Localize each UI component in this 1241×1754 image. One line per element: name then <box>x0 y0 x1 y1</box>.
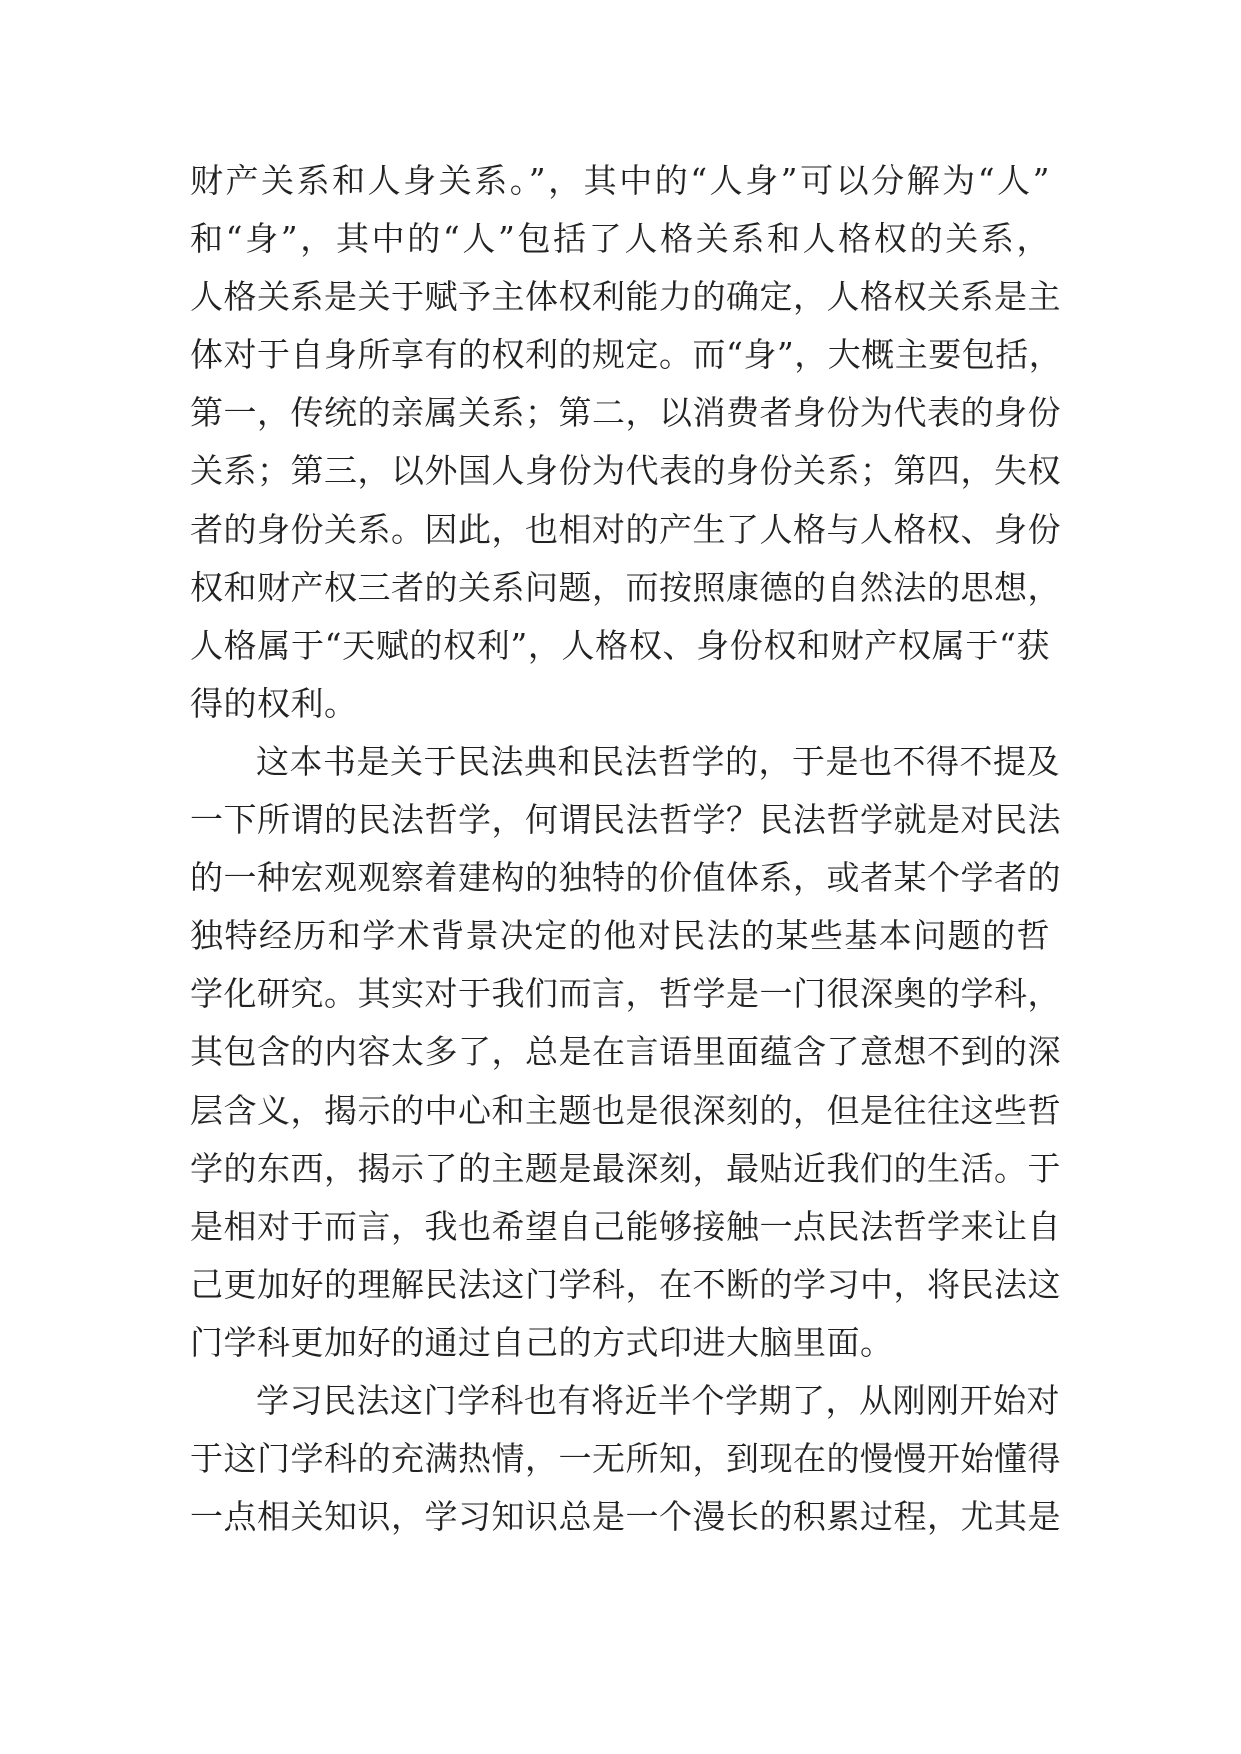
paragraph-first-line: 学习民法这门学科也有将近半个学期了，从刚刚开始对 <box>256 1380 1060 1420</box>
text-line: 层含义，揭示的中心和主题也是很深刻的，但是往往这些哲 <box>190 1090 1061 1130</box>
text-line: 者的身份关系。因此，也相对的产生了人格与人格权、身份 <box>190 509 1061 549</box>
text-line: 得的权利。 <box>190 683 358 723</box>
text-line: 第一，传统的亲属关系；第二，以消费者身份为代表的身份 <box>190 393 1061 433</box>
text-line: 独特经历和学术背景决定的他对民法的某些基本问题的哲 <box>190 916 1050 956</box>
text-line: 财产关系和人身关系。”，其中的“人身”可以分解为“人” <box>190 161 1050 200</box>
text-line: 己更加好的理解民法这门学科，在不断的学习中，将民法这 <box>190 1264 1061 1304</box>
text-line: 人格关系是关于赋予主体权利能力的确定，人格权关系是主 <box>190 277 1061 317</box>
text-line: 和“身”，其中的“人”包括了人格关系和人格权的关系， <box>190 219 1050 259</box>
text-line: 是相对于而言，我也希望自己能够接触一点民法哲学来让自 <box>190 1206 1061 1246</box>
body-text <box>190 152 1063 1546</box>
text-line: 于这门学科的充满热情，一无所知，到现在的慢慢开始懂得 <box>190 1439 1061 1479</box>
text-line: 关系；第三，以外国人身份为代表的身份关系；第四，失权 <box>190 451 1061 491</box>
text-line: 权和财产权三者的关系问题，而按照康德的自然法的思想， <box>190 567 1061 607</box>
text-line: 其包含的内容太多了，总是在言语里面蕴含了意想不到的深 <box>190 1032 1061 1072</box>
text-line: 学化研究。其实对于我们而言，哲学是一门很深奥的学科， <box>190 974 1061 1014</box>
text-line: 门学科更加好的通过自己的方式印进大脑里面。 <box>190 1322 894 1362</box>
paragraph-first-line: 这本书是关于民法典和民法哲学的，于是也不得不提及 <box>256 741 1060 781</box>
text-line: 一下所谓的民法哲学，何谓民法哲学？民法哲学就是对民法 <box>190 800 1061 840</box>
text-line: 一点相关知识，学习知识总是一个漫长的积累过程，尤其是 <box>190 1497 1061 1537</box>
text-line: 人格属于“天赋的权利”，人格权、身份权和财产权属于“获 <box>190 625 1050 665</box>
text-line: 体对于自身所享有的权利的规定。而“身”，大概主要包括， <box>190 335 1063 375</box>
text-line: 学的东西，揭示了的主题是最深刻，最贴近我们的生活。于 <box>190 1148 1061 1188</box>
text-line: 的一种宏观观察着建构的独特的价值体系，或者某个学者的 <box>190 858 1061 898</box>
